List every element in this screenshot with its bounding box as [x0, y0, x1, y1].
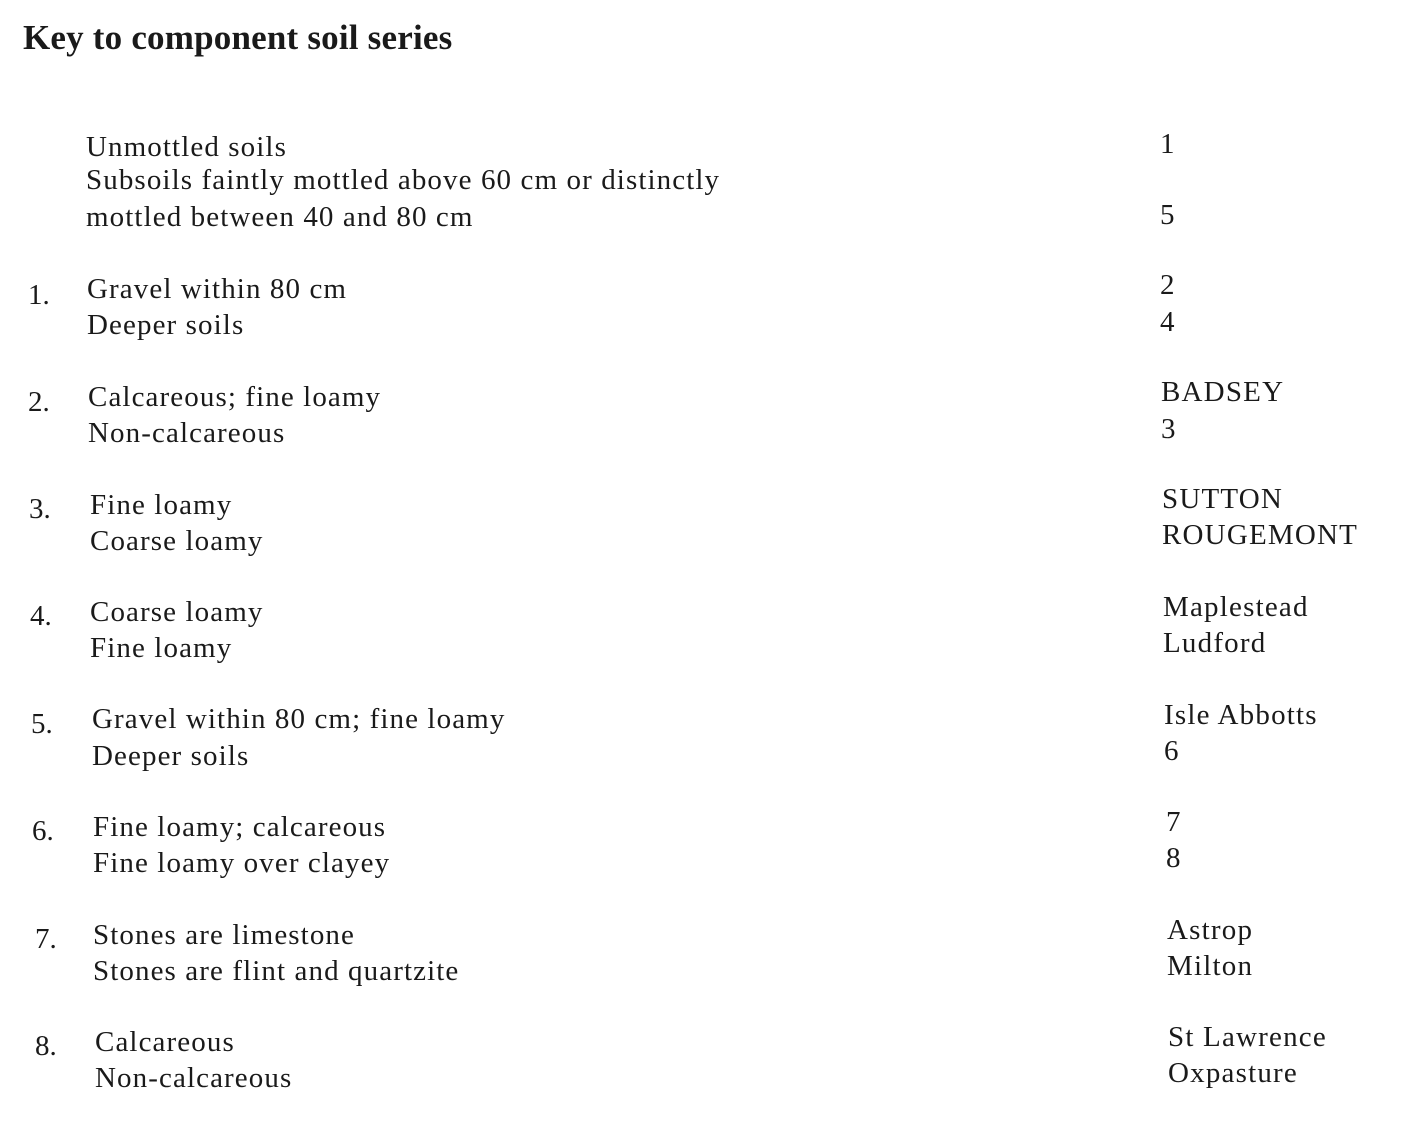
intro-line-1: Unmottled soils [86, 131, 287, 163]
entry-option-a: Stones are limestone [93, 919, 356, 951]
entry-option-a: Coarse loamy [90, 596, 264, 628]
entry-option-b: Non-calcareous [88, 417, 286, 449]
entry-result-b: Oxpasture [1168, 1057, 1298, 1089]
entry-option-a: Calcareous; fine loamy [88, 381, 382, 413]
entry-number: 4. [30, 600, 52, 632]
entry-result-a: BADSEY [1161, 376, 1285, 408]
entry-number: 1. [28, 279, 50, 311]
entry-result-b: Ludford [1163, 627, 1267, 659]
entry-result-a: Maplestead [1163, 591, 1309, 623]
entry-option-b: Deeper soils [87, 309, 245, 341]
entry-number: 7. [35, 923, 57, 955]
entry-result-b: Milton [1167, 950, 1254, 982]
entry-number: 8. [35, 1030, 57, 1062]
entry-result-a: 7 [1166, 806, 1182, 838]
entry-result-b: 8 [1166, 842, 1182, 874]
entry-result-a: 2 [1160, 269, 1176, 301]
entry-result-b: 4 [1160, 306, 1176, 338]
entry-option-a: Gravel within 80 cm [87, 273, 348, 305]
entry-result-a: SUTTON [1162, 483, 1284, 515]
entry-option-a: Gravel within 80 cm; fine loamy [92, 703, 506, 735]
intro-line-2: Subsoils faintly mottled above 60 cm or distinctly [86, 164, 721, 196]
entry-option-b: Deeper soils [92, 740, 250, 772]
page-title: Key to component soil series [23, 18, 453, 57]
entry-result-b: 6 [1164, 735, 1180, 767]
entry-number: 6. [32, 815, 54, 847]
entry-option-b: Non-calcareous [95, 1062, 293, 1094]
entry-option-a: Calcareous [95, 1026, 235, 1058]
entry-number: 2. [28, 386, 50, 418]
entry-number: 5. [31, 708, 53, 740]
entry-option-b: Fine loamy [90, 632, 233, 664]
entry-result-b: 3 [1161, 413, 1177, 445]
intro-result-3: 5 [1160, 199, 1176, 231]
entry-option-a: Fine loamy [90, 489, 233, 521]
entry-result-a: Astrop [1167, 914, 1254, 946]
entry-result-a: St Lawrence [1168, 1021, 1327, 1053]
entry-result-a: Isle Abbotts [1164, 699, 1318, 731]
entry-option-a: Fine loamy; calcareous [93, 811, 387, 843]
entry-result-b: ROUGEMONT [1162, 519, 1359, 551]
entry-option-b: Stones are flint and quartzite [93, 955, 460, 987]
intro-result-1: 1 [1160, 128, 1176, 160]
intro-line-3: mottled between 40 and 80 cm [86, 201, 474, 233]
entry-number: 3. [29, 493, 51, 525]
entry-option-b: Fine loamy over clayey [93, 847, 391, 879]
entry-option-b: Coarse loamy [90, 525, 264, 557]
